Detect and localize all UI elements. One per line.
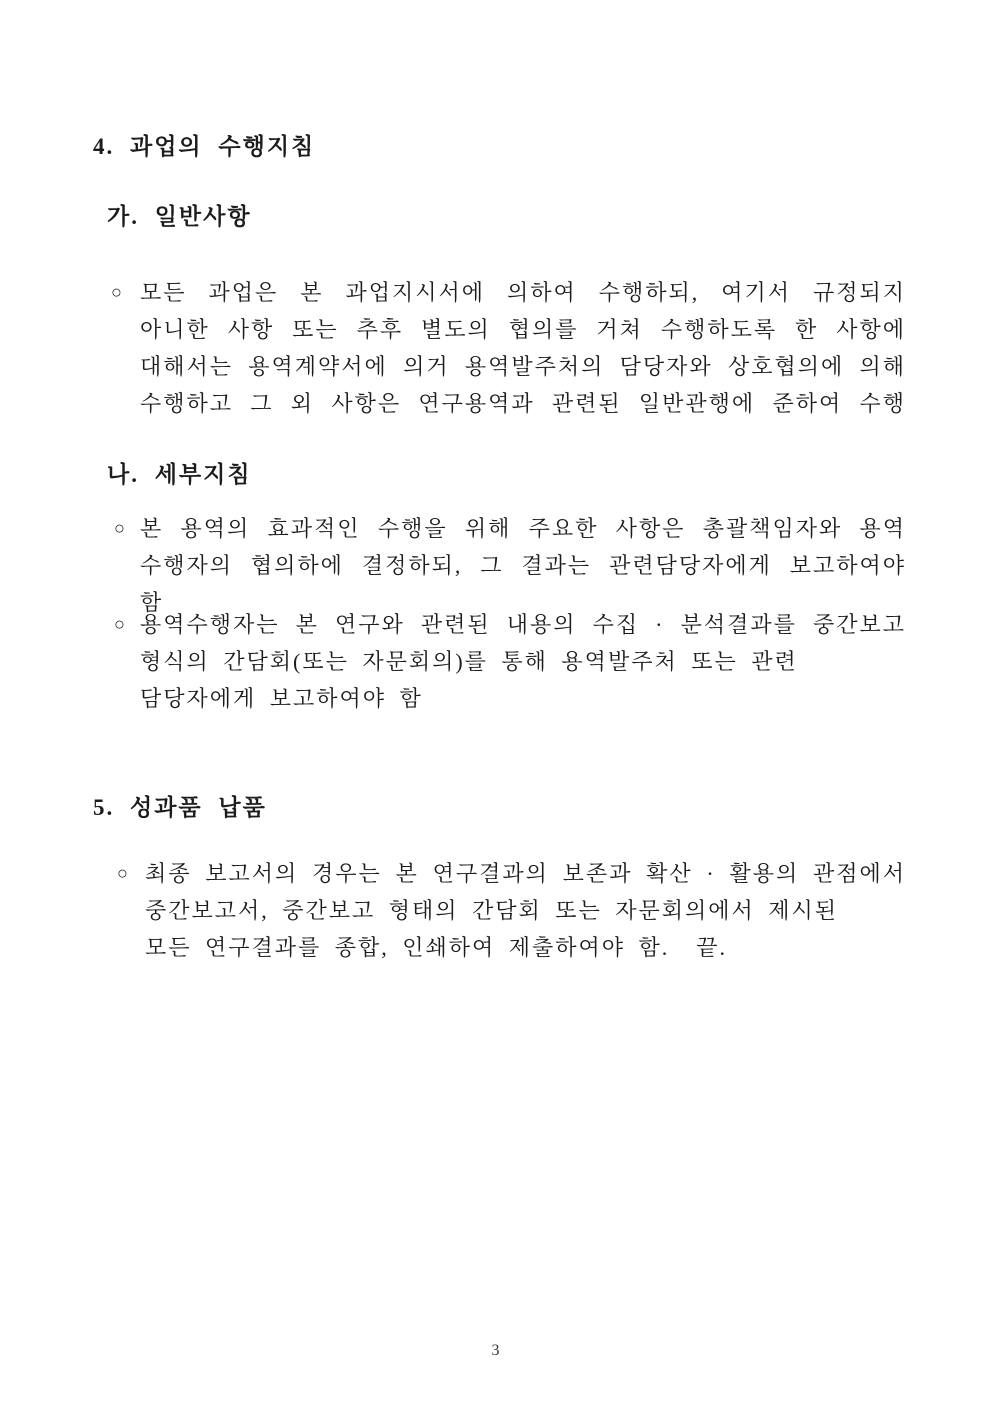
text-line: 모든 과업은 본 과업지시서에 의하여 수행하되, 여기서 규정되지 <box>140 280 906 305</box>
text-line: 대해서는 용역계약서에 의거 용역발주처의 담당자와 상호협의에 의해 <box>140 354 906 379</box>
bullet-marker-icon: ○ <box>111 282 122 302</box>
detail-guideline-paragraph-2 <box>140 606 906 717</box>
detail-guideline-paragraph-1 <box>140 510 906 621</box>
general-guideline-paragraph <box>140 274 906 422</box>
text-line: 최종 보고서의 경우는 본 연구결과의 보존과 확산 · 활용의 관점에서 <box>145 861 906 886</box>
section-5-heading: 5. 성과품 납품 <box>93 795 267 820</box>
bullet-marker-icon: ○ <box>114 518 125 538</box>
page-number: 3 <box>491 1342 501 1359</box>
text-line: 담당자에게 보고하여야 함 <box>140 686 423 711</box>
bullet-marker-icon: ○ <box>114 614 125 634</box>
text-line: 아니한 사항 또는 추후 별도의 협의를 거쳐 수행하도록 한 사항에 <box>140 317 906 342</box>
text-line: 중간보고서, 중간보고 형태의 간담회 또는 자문회의에서 제시된 <box>145 898 839 923</box>
section-4b-heading: 나. 세부지침 <box>107 462 252 487</box>
deliverable-paragraph <box>145 855 906 966</box>
text-line: 형식의 간담회(또는 자문회의)를 통해 용역발주처 또는 관련 <box>140 649 798 674</box>
text-line: 본 용역의 효과적인 수행을 위해 주요한 사항은 총괄책임자와 용역 <box>140 516 906 541</box>
text-line: 수행하고 그 외 사항은 연구용역과 관련된 일반관행에 준하여 수행 <box>140 391 906 416</box>
text-line: 모든 연구결과를 종합, 인쇄하여 제출하여야 함. 끝. <box>145 935 728 960</box>
section-4a-heading: 가. 일반사항 <box>107 204 252 229</box>
bullet-marker-icon: ○ <box>117 863 128 883</box>
text-line: 수행자의 협의하에 결정하되, 그 결과는 관련담당자에게 보고하여야 함 <box>140 553 906 615</box>
section-4-heading: 4. 과업의 수행지침 <box>93 134 316 159</box>
text-line: 용역수행자는 본 연구와 관련된 내용의 수집 · 분석결과를 중간보고 <box>140 612 906 637</box>
